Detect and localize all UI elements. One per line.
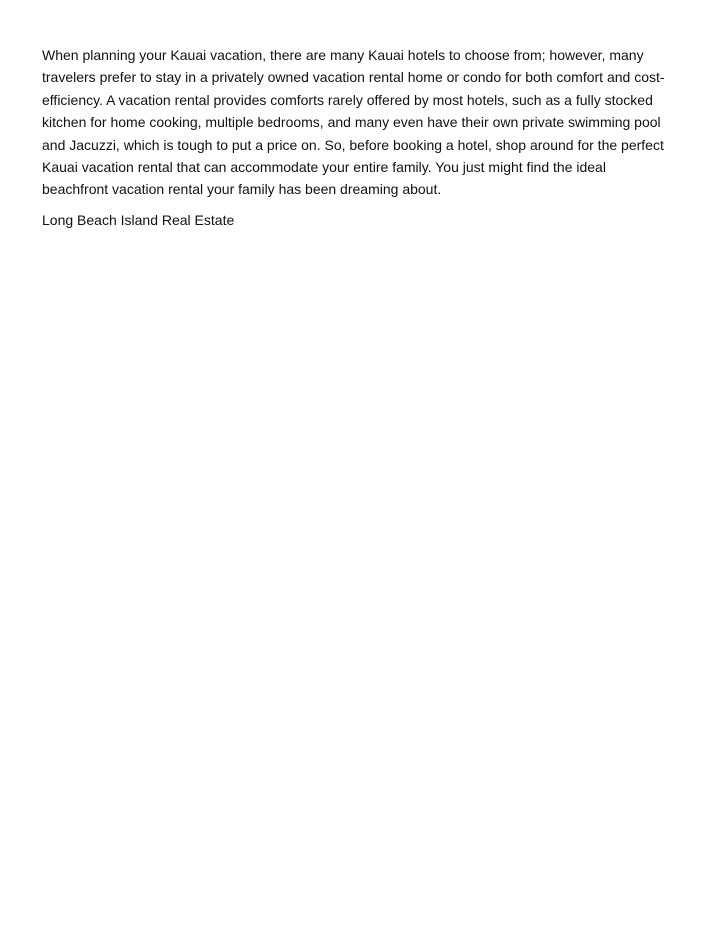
paragraph-line: efficiency. A vacation rental provides comforts rarely offered by most hotels, such as a fully stocked [42,91,653,108]
paragraph-line: beachfront vacation rental your family has been dreaming about. [42,181,442,198]
paragraph-line: travelers prefer to stay in a privately owned vacation rental home or condo for both comfort and cost- [42,69,665,86]
related-link[interactable]: Long Beach Island Real Estate [42,211,235,228]
document-body [42,44,690,231]
paragraph-line: kitchen for home cooking, multiple bedrooms, and many even have their own private swimming pool [42,114,661,131]
main-paragraph [42,44,690,201]
paragraph-line: When planning your Kauai vacation, there are many Kauai hotels to choose from; however, many [42,47,644,63]
paragraph-spacer [42,201,690,209]
paragraph-line: Kauai vacation rental that can accommodate your entire family. You just might find the ideal [42,159,606,176]
paragraph-line: and Jacuzzi, which is tough to put a price on. So, before booking a hotel, shop around for the perfect [42,136,664,153]
